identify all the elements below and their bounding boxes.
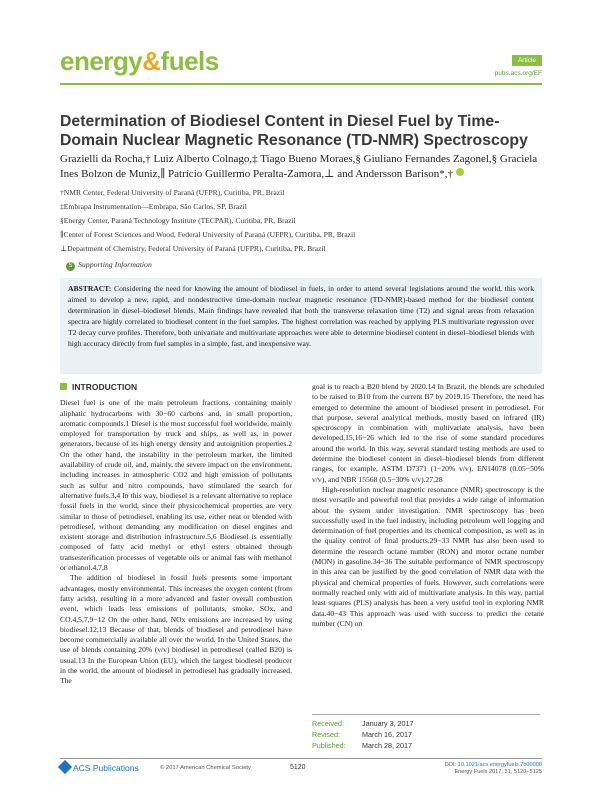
- affiliation-5: ⊥Department of Chemistry, Federal University of Paraná (UFPR), Curitiba, PR, Brazil: [60, 244, 326, 254]
- section-heading-introduction: [60, 382, 292, 392]
- author-list[interactable]: [60, 152, 545, 182]
- doi-line[interactable]: [445, 762, 542, 769]
- received-date-row: [312, 719, 482, 730]
- acs-publications-logo[interactable]: [60, 762, 139, 773]
- abstract-label: ABSTRACT:: [68, 284, 112, 293]
- revised-date: March 16, 2017: [362, 729, 412, 739]
- body-column-left: [60, 382, 292, 687]
- citation-line: Energy Fuels 2017, 31, 5120−5125: [454, 769, 542, 776]
- published-label: Published:: [312, 740, 346, 750]
- section-heading-label: INTRODUCTION: [72, 382, 138, 392]
- doi-block: [445, 762, 542, 776]
- header-divider: [60, 83, 542, 85]
- abstract-box: [60, 278, 542, 374]
- affiliation-4: ∥Center of Forest Sciences and Wood, Federal University of Paraná (UFPR), Curitiba, PR, Brazil: [60, 230, 356, 240]
- body-column-right: [312, 382, 544, 629]
- author-names[interactable]: Grazielli da Rocha,† Luiz Alberto Colnago,‡ Tiago Bueno Moraes,§ Giuliano Fernandes Zagonel,§ Graciela Ines Bolzon de Muniz,∥ Patrício Guillermo Peralta-Zamora,⊥ and Andersson Barison*,†: [60, 153, 538, 180]
- page-number: 5120: [290, 764, 306, 771]
- logo-amp: &: [142, 46, 161, 76]
- paper-title: Determination of Biodiesel Content in Diesel Fuel by Time-Domain Nuclear Magnetic Resonance (TD-NMR) Spectroscopy: [60, 113, 528, 149]
- article-type-badge: Article: [512, 55, 542, 66]
- logo-part1: energy: [60, 46, 143, 76]
- affiliation-1: †NMR Center, Federal University of Paraná (UFPR), Curitiba, PR, Brazil: [60, 188, 285, 197]
- affiliations: [60, 186, 540, 256]
- published-date: March 28, 2017: [362, 740, 412, 750]
- intro-paragraph-3: goal is to reach a B20 blend by 2020.14 In Brazil, the blends are scheduled to be raised to B10 from the current B7 by 2019.15 Therefore, the need has emerged to determine the amount of biodiesel present in petrodiesel. For that purpose, several analytical methods, mostly based on infrared (IR) spectroscopy in combination with multivariate analysis, have been developed,15,16−26 which led to the rise of some standard procedures around the world. In this way, several standard testing methods are used to determine the biodiesel content in diesel–biodiesel blends from different ranges, for example, ASTM D7371 (1−20% v/v), EN14078 (0.05−50% v/v), and NBR 15568 (0.5−30% v/v).27,28: [312, 382, 544, 484]
- intro-paragraph-2: The addition of biodiesel in fossil fuels presents some important advantages, mostly environmental. This increases the oxygen content (from fatty acids), resulting in a more advanced and faster overall combustion event, which leads less emissions of pollutants, smoke, SOx, and CO.4,5,7,9−12 On the other hand, NOx emissions are increased by using biodiesel.12,13 Because of that, blends of biodiesel and petrodiesel have become commercially available all over the world. In the United States, the use of blends containing 20% (v/v) biodiesel in petrodiesel (called B20) is usual.13 In the European Union (EU), which the largest biodiesel producer in the world, the amount of biodiesel in petrodiesel has gradually increased. The: [60, 573, 292, 686]
- section-square-icon: [60, 383, 67, 390]
- intro-paragraph-4: High-resolution nuclear magnetic resonance (NMR) spectroscopy is the most versatile and powerful tool that provides a wide range of information about the system under investigation. NMR spectroscopy has been successfully used in the fuel industry, including petroleum well logging and determination of fuel properties and its chemical composition, as well as in the quality control of final products.29−33 NMR has also been used to determine the research octane number (RON) and motor octane number (MON) in gasoline.34−36 The suitable performance of NMR spectroscopy in this area can be justified by the good correlation of NMR data with the physical and chemical properties of fuels. However, such correlations were normally reached only with aid of multivariate analysis. In this way, partial least squares (PLS) analysis has been a very useful tool in exploring NMR data.40−43 This approach was used with success to predict the cetane number (CN) on: [312, 484, 544, 628]
- journal-logo[interactable]: [60, 48, 219, 74]
- publication-dates: [312, 719, 482, 751]
- acs-logo-icon: [58, 760, 72, 774]
- orcid-icon[interactable]: [456, 168, 464, 176]
- dates-divider: [312, 714, 540, 715]
- doi-label: DOI:: [444, 762, 457, 768]
- supporting-info-link[interactable]: [66, 260, 152, 271]
- received-date: January 3, 2017: [362, 719, 414, 728]
- doi-link[interactable]: 10.1021/acs.energyfuels.7b00008: [457, 762, 542, 768]
- logo-part2: fuels: [160, 46, 219, 76]
- affiliation-3: §Energy Center, Paraná Technology Institute (TECPAR), Curitiba, PR, Brazil: [60, 216, 296, 226]
- intro-paragraph-1: Diesel fuel is one of the main petroleum fractions, containing mainly aliphatic hydrocarbons with 30−60 carbons and, in small proportion, aromatic compounds.1 Diesel is the most successful fuel worldwide, mainly employed for transportation by truck and ships, as well as, in power generators, because of its high energy density and autoignition properties.2 On the other hand, the instability in the petroleum market, the limited availability of crude oil, and, mainly, the severe impact on the environment, including increases in atmospheric CO2 and high emission of pollutants such as sulfur and nitro compounds, have stimulated the search for alternative fuels.3,4 In this way, biodiesel is a relevant alternative to replace fossil fuels in the world, since their physicochemical properties are very similar to those of petrodiesel, enabling its use, either neat or blended with petrodiesel, without demanding any modification on diesel engines and existent storage and distribution infrastructure.5,6 Biodiesel is essentially composed of fatty acid methyl or ethyl esters obtained through transesterification processes of vegetable oils or animal fats with methanol or ethanol.4,7,8: [60, 398, 292, 573]
- supporting-info-label[interactable]: Supporting Information: [78, 260, 152, 269]
- revised-date-row: [312, 730, 482, 741]
- affiliation-2: ‡Embrapa Instrumentation—Embrapa, São Carlos, SP, Brazil: [60, 202, 247, 212]
- acs-publisher-name: ACS Publications: [73, 763, 139, 773]
- footer-divider: [60, 758, 542, 759]
- supporting-info-icon: S: [66, 262, 75, 271]
- copyright-notice: © 2017 American Chemical Society: [160, 765, 251, 771]
- revised-label: Revised:: [312, 729, 340, 739]
- received-label: Received:: [312, 719, 344, 728]
- published-date-row: [312, 741, 482, 752]
- journal-url-link[interactable]: pubs.acs.org/EF: [494, 70, 542, 77]
- abstract-text: Considering the need for knowing the amount of biodiesel in fuels, in order to attend several legislations around the world, this work aimed to develop a new, rapid, and nondestructive time-domain nuclear magnetic resonance (TD-NMR)-based method for the biodiesel content determination in diesel–biodiesel blends. Main findings have revealed that both the transverse relaxation time (T2) and signal areas from relaxation spectra are highly correlated to biodiesel content in the fuel samples. The highest correlation was reached by applying PLS multivariate regression over T2 decay curve profiles. Therefore, both univariate and multivariate approaches were able to determine biodiesel content in diesel–biodiesel blends with high accuracy directly from fuel samples in a simple, fast, and inexpensive way.: [68, 284, 534, 348]
